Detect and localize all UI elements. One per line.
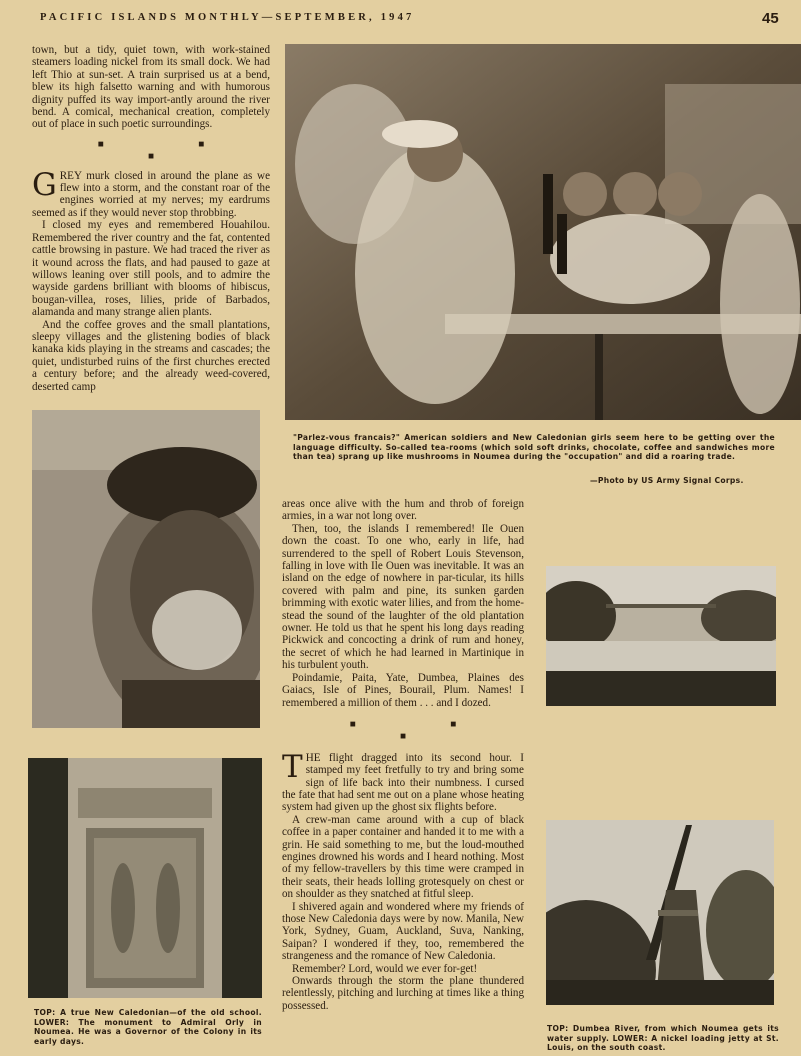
paragraph: And the coffee groves and the small plantations, sleepy villages and the glistening bodies of black kanaka kids playing in the streams and cascades; the quiet, undisturbed ruins of the first churches erected a century before; and the already weed-covered, deserted camp — [32, 318, 270, 393]
paragraph: I closed my eyes and remembered Houahilou. Remembered the river country and the fat, contented cattle browsing in pasture. We had traced the river as it wound across the flats, and had paused to gaze at willows leaning over still pools, and to admire the wayside gardens brilliant with blooms of hibiscus, bougan-villea, roses, lilies, pride of Barbados, alamanda and many strange alien plants. — [32, 219, 270, 319]
photo-monument — [28, 758, 262, 998]
caption-tea-room: "Parlez-vous francais?" American soldiers and New Caledonian girls seem here to be getting over the language difficulty. So-called tea-rooms (which sold soft drinks, chocolate, coffee and sandwiches more than tea) sprang up like mushrooms in Noumea during the "occupation" and did a roaring trade. — [293, 433, 775, 462]
photo-credit: —Photo by US Army Signal Corps. — [590, 476, 744, 485]
paragraph: REY murk closed in around the plane as we flew into a storm, and the constant roar of the engines worried at my nerves; my eardrums seemed as if they would never stop throbbing. — [32, 169, 270, 219]
section-separator: ■ ■ ■ — [349, 718, 503, 743]
photo-dumbea-river — [546, 566, 776, 706]
photo-tea-room — [285, 44, 801, 420]
paragraph: town, but a tidy, quiet town, with work-stained steamers loading nickel from its small dock. We had left Thio at sun-set. A train surprised us at a bend, blew its high falsetto warning and with humorous dignity puffed its way import-antly around the river bend. A comical, mechanical creation, completely out of place in such poetic surroundings. — [32, 44, 270, 131]
article-column-2 — [282, 498, 524, 1012]
paragraph: Poindamie, Paita, Yate, Dumbea, Plaines des Gaiacs, Isle of Pines, Bourail, Plum. Names! I remembered a million of them . . . and I dozed. — [282, 671, 524, 709]
photo-new-caledonian-portrait — [32, 410, 260, 728]
paragraph: I shivered again and wondered where my friends of those New Caledonia days were by now. Manila, New York, Sydney, Guam, Auckland, Suva, Nanking, Saipan? I wondered if they, too, remembered the strangeness and the romance of New Caledonia. — [282, 900, 524, 963]
caption-right-photos: TOP: Dumbea River, from which Noumea gets its water supply. LOWER: A nickel loading jetty at St. Louis, on the south coast. — [547, 1024, 779, 1053]
article-column-1 — [32, 44, 270, 393]
page-number: 45 — [762, 10, 779, 27]
paragraph: A crew-man came around with a cup of black coffee in a paper container and handed it to me with a grin. He said something to me, but the loud-mouthed engines drowned his words and I heard nothing. Most of my fellow-travellers by this time were cramped in their seats, their heads lolling grotesquely on chest or on shoulder as they snatched at fitful sleep. — [282, 813, 524, 901]
drop-cap: T — [282, 748, 303, 785]
caption-left-photos: TOP: A true New Caledonian—of the old school. LOWER: The monument to Admiral Orly in Noumea. He was a Governor of the Colony in its early days. — [34, 1008, 262, 1046]
paragraph: HE flight dragged into its second hour. I stamped my feet fretfully to try and bring some sign of life back into their numbness. I cursed the fate that had sent me out on a plane whose heating system had given up the ghost six flights before. — [282, 751, 524, 814]
paragraph: Onwards through the storm the plane thundered relentlessly, pitching and lurching at times like a thing possessed. — [282, 975, 524, 1012]
monument-image — [28, 758, 262, 998]
section-separator: ■ ■ ■ — [97, 138, 251, 163]
paragraph: Then, too, the islands I remembered! Ile Ouen down the coast. To one who, early in life, had surrendered to the spell of Robert Louis Stevenson, falling in love with Ile Ouen was inevitable. It was an island on the edge of nowhere in par-ticular, its hills covered with palm and pine, its sunken garden brimming with exotic water lilies, and from the home-stead the sound of the laughter of the old plantation owner. He told us that he spent his long days reading Pickwick and concocting a drink of rum and honey, the secret of which he had learned in Martinique in his turbulent youth. — [282, 522, 524, 672]
jetty-image — [546, 820, 774, 1005]
running-head: PACIFIC ISLANDS MONTHLY—SEPTEMBER, 1947 — [40, 12, 415, 23]
photo-nickel-jetty — [546, 820, 774, 1005]
river-image — [546, 566, 776, 706]
portrait-image — [32, 410, 260, 728]
drop-cap: G — [32, 166, 57, 203]
paragraph: areas once alive with the hum and throb of foreign armies, in a war not long over. — [282, 498, 524, 523]
photo-tea-room-image — [285, 44, 801, 420]
paragraph: Remember? Lord, would we ever for-get! — [292, 962, 478, 975]
